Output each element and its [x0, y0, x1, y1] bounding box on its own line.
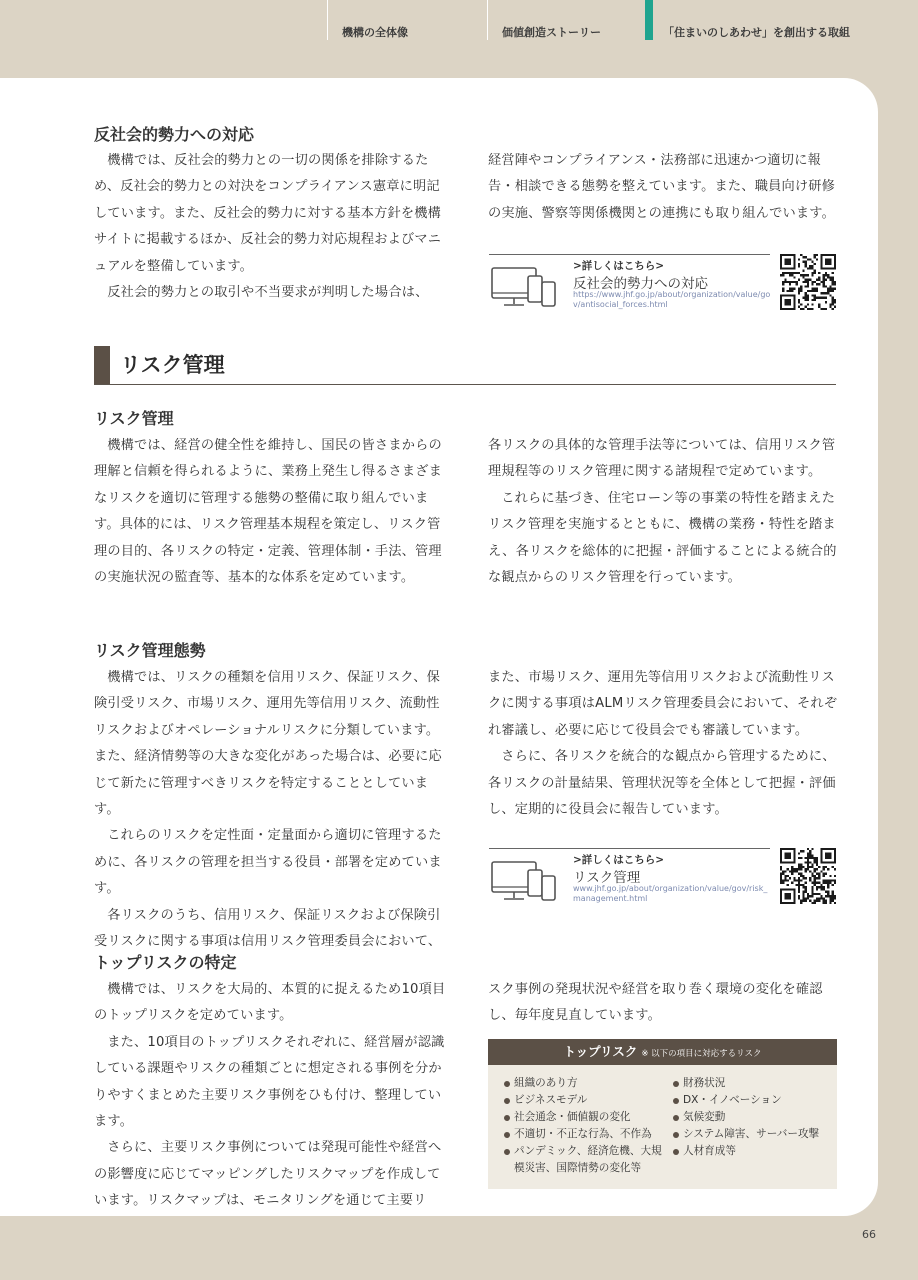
list-item: パンデミック、経済危機、大規模災害、国際情勢の変化等 [504, 1143, 664, 1177]
link-title[interactable]: リスク管理 [573, 870, 641, 886]
paragraph: 反社会的勢力との取引や不当要求が判明した場合は、 [107, 285, 429, 301]
toprisk-left-text [94, 977, 450, 1215]
section-title: リスク管理 [120, 353, 225, 377]
tab-value-creation[interactable]: 価値創造ストーリー [487, 0, 601, 40]
risk-link-card[interactable] [489, 848, 837, 912]
paragraph: 機構では、リスクの種類を信用リスク、保証リスク、保険引受リスク、市場リスク、運用先等信用リスク、流動性リスクおよびオペレーショナルリスクに分類しています。また、経済情勢等の大きな変化があった場合は、必要に応じて新たに管理すべきリスクを特定することとしています。 [94, 670, 442, 818]
tab-initiatives[interactable]: 「住まいのしあわせ」を創出する取組 [645, 0, 850, 40]
link-title[interactable]: 反社会的勢力への対応 [573, 276, 708, 292]
framework-right-text [488, 665, 840, 823]
heading-risk-framework: リスク管理態勢 [94, 641, 206, 660]
box-title: トップリスク [563, 1044, 638, 1059]
antisocial-left-text [94, 148, 450, 306]
devices-icon [491, 264, 557, 310]
divider [489, 254, 770, 255]
list-item: DX・イノベーション [673, 1092, 833, 1109]
paragraph: これらのリスクを定性面・定量面から適切に管理するために、各リスクの管理を担当する役員・部署を定めています。 [94, 828, 442, 897]
list-item: システム障害、サーバー攻撃 [673, 1126, 833, 1143]
tab-overview[interactable]: 機構の全体像 [327, 0, 408, 40]
section-bar [94, 346, 110, 384]
top-risk-box-header [488, 1039, 837, 1065]
heading-top-risk: トップリスクの特定 [94, 953, 237, 972]
risk-right-text [488, 433, 840, 591]
paragraph: 各リスクの具体的な管理手法等については、信用リスク管理規程等のリスク管理に関する諸規程で定めています。 [488, 438, 836, 480]
list-item: ビジネスモデル [504, 1092, 674, 1109]
list-item: 財務状況 [673, 1075, 833, 1092]
list-item: 気候変動 [673, 1109, 833, 1126]
list-item: 組織のあり方 [504, 1075, 674, 1092]
devices-icon [491, 858, 557, 904]
paragraph: 機構では、経営の健全性を維持し、国民の皆さまからの理解と信頼を得られるように、業務上発生し得るさまざまなリスクを適切に管理する態勢の整備に取り組んでいます。具体的には、リスク管理基本規程を策定し、リスク管理の目的、各リスクの特定・定義、管理体制・手法、管理の実施状況の監査等、基本的な体系を定めています。 [94, 438, 443, 586]
paragraph: また、10項目のトップリスクそれぞれに、経営層が認識している課題やリスクの種類ごとに想定される事例を分かりやすくまとめた主要リスク事例をひも付け、整理しています。 [94, 1034, 445, 1130]
framework-left-text [94, 665, 450, 955]
risk-list-left [504, 1075, 674, 1177]
page-number: 66 [862, 1228, 876, 1241]
list-item: 不適切・不正な行為、不作為 [504, 1126, 674, 1143]
paragraph: 経営陣やコンプライアンス・法務部に迅速かつ適切に報告・相談できる態勢を整えています。また、職員向け研修の実施、警察等関係機関との連携にも取り組んでいます。 [488, 153, 836, 221]
paragraph: また、市場リスク、運用先等信用リスクおよび流動性リスクに関する事項はALMリスク管理委員会において、それぞれ審議し、必要に応じて役員会でも審議しています。 [488, 670, 838, 738]
section-header-risk [94, 346, 836, 385]
more-link-label[interactable]: >詳しくはこちら> [573, 260, 665, 272]
top-navigation [0, 0, 918, 78]
link-url[interactable]: https://www.jhf.go.jp/about/organization/value/gov/antisocial_forces.html [573, 290, 771, 309]
antisocial-right-text [488, 148, 838, 227]
heading-antisocial: 反社会的勢力への対応 [94, 125, 255, 144]
toprisk-right-text [488, 977, 840, 1030]
list-item: 人材育成等 [673, 1143, 833, 1160]
qr-code-icon [780, 848, 836, 904]
divider [489, 848, 770, 849]
antisocial-link-card[interactable] [489, 254, 837, 318]
paragraph: 機構では、反社会的勢力との一切の関係を排除するため、反社会的勢力との対決をコンプライアンス憲章に明記しています。また、反社会的勢力に対する基本方針を機構サイトに掲載するほか、反社会的勢力対応規程およびマニュアルを整備しています。 [94, 153, 442, 274]
heading-risk-management: リスク管理 [94, 409, 174, 428]
top-risk-box [488, 1039, 837, 1189]
risk-list-right [673, 1075, 833, 1160]
paragraph: これらに基づき、住宅ローン等の事業の特性を踏まえたリスク管理を実施するとともに、機構の業務・特性を踏まえ、各リスクを総体的に把握・評価することによる統合的な観点からのリスク管理を行っています。 [488, 490, 837, 586]
risk-left-text [94, 433, 450, 591]
paragraph: 各リスクのうち、信用リスク、保証リスクおよび保険引受リスクに関する事項は信用リスク管理委員会において、 [94, 907, 442, 950]
more-link-label[interactable]: >詳しくはこちら> [573, 854, 665, 866]
box-note: ※ 以下の項目に対応するリスク [641, 1049, 762, 1059]
paragraph: スク事例の発現状況や経営を取り巻く環境の変化を確認し、毎年度見直しています。 [488, 982, 823, 1024]
link-url[interactable]: www.jhf.go.jp/about/organization/value/gov/risk_management.html [573, 884, 768, 903]
qr-code-icon [780, 254, 836, 310]
list-item: 社会通念・価値観の変化 [504, 1109, 674, 1126]
paragraph: 機構では、リスクを大局的、本質的に捉えるため10項目のトップリスクを定めています。 [94, 982, 446, 1024]
paragraph: さらに、各リスクを統合的な観点から管理するために、各リスクの計量結果、管理状況等を全体として把握・評価し、定期的に役員会に報告しています。 [488, 749, 836, 818]
paragraph: さらに、主要リスク事例については発現可能性や経営への影響度に応じてマッピングしたリスクマップを作成しています。リスクマップは、モニタリングを通じて主要リ [94, 1140, 442, 1209]
